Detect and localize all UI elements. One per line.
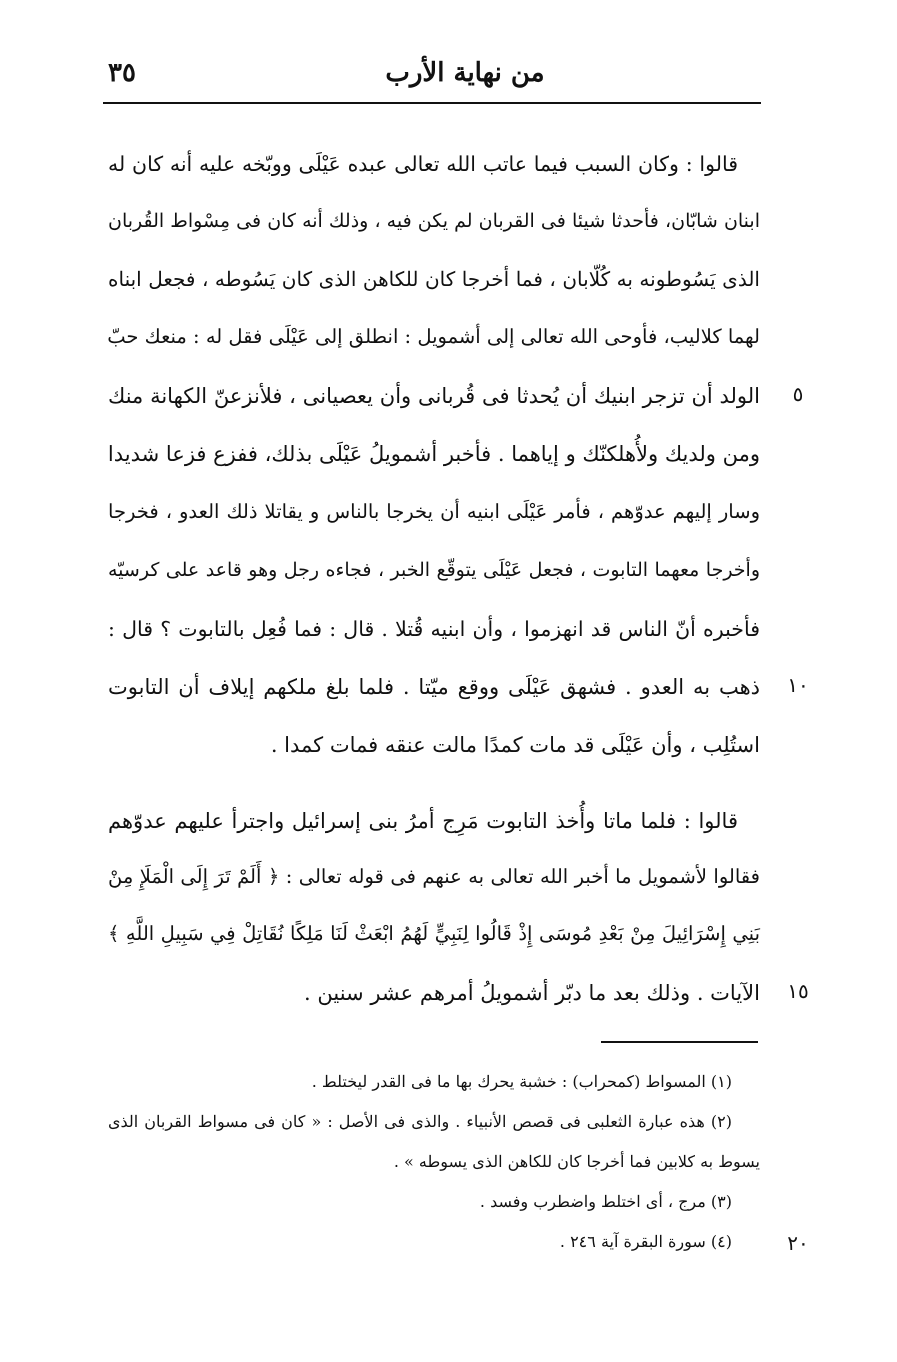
text-line: ومن ولديك ولأُهلكنّك و إياهما . فأخبر أشمويلُ عَيْلَى بذلك، ففزع فزعا شديدا [107,442,760,466]
line-number: ١٠ [787,673,809,697]
text-line: الولد أن تزجر ابنيك أن يُحدثا فى قُربانى وأن يعصيانى ، فلأنزعنّ الكهانة منك [108,384,760,408]
text-line: فأخبره أنّ الناس قد انهزموا ، وأن ابنيه قُتلا . قال : فما فُعِل بالتابوت ؟ قال : [108,617,760,641]
header-rule [103,102,761,104]
text-line: قالوا : فلما ماتا وأُخذ التابوت مَرِج أمرُ بنى إسرائيل واجترأ عليهم عدوّهم [108,809,738,833]
text-line: لهما كلاليب، فأوحى الله تعالى إلى أشمويل : انطلق إلى عَيْلَى فقل له : منعك حبّ [107,325,760,348]
text-line: الذى يَسُوطونه به كُلّابان ، فما أخرجا كان للكاهن الذى كان يَسُوطه ، فجعل ابناه [108,267,760,291]
text-line: وأخرجا معهما التابوت ، فجعل عَيْلَى يتوقّع الخبر ، فجاءه رجل وهو قاعد على كرسيّه [108,559,760,581]
footnote-separator [601,1041,758,1043]
quran-verse-line: بَنِي إِسْرَائِيلَ مِنْ بَعْدِ مُوسَى إِذْ قَالُوا لِنَبِيٍّ لَهُمُ ابْعَثْ لَنَا مَلِكًا نُقَاتِلْ فِي سَبِيلِ اللَّهِ ﴾ [108,922,760,945]
text-line: وسار إليهم عدوّهم ، فأمر عَيْلَى ابنيه أن يخرجا بالناس و يقاتلا ذلك العدو ، فخرجا [108,500,760,523]
text-line: الآيات . وذلك بعد ما دبّر أشمويلُ أمرهم عشر سنين . [304,981,760,1005]
line-number: ٥ [792,382,804,406]
footnote: (١) المسواط (كمحراب) : خشبة يحرك بها ما فى القدر ليختلط . [311,1072,732,1091]
footnote: (٤) سورة البقرة آية ٢٤٦ . [559,1232,732,1251]
text-line: ابنان شابّان، فأحدثا شيئا فى القربان لم يكن فيه ، وذلك أنه كان فى مِسْواط القُربان [108,210,760,232]
footnote-continuation: يسوط به كلابين فما أخرجا كان للكاهن الذى يسوطه » . [393,1152,760,1171]
page-number: ٣٥ [108,58,136,88]
footnote: (٣) مرج ، أى اختلط واضطرب وفسد . [479,1192,732,1211]
line-number: ٢٠ [787,1231,809,1255]
running-header-title: من نهاية الأرب [385,58,545,88]
text-line: ذهب به العدو . فشهق عَيْلَى ووقع ميّتا . فلما بلغ ملكهم إيلاف أن التابوت [108,675,760,699]
text-line: استُلِب ، وأن عَيْلَى قد مات كمدًا مالت عنقه فمات كمدا . [270,733,760,757]
text-line: فقالوا لأشمويل ما أخبر الله تعالى به عنهم فى قوله تعالى : ﴿ أَلَمْ تَرَ إِلَى الْمَلَإِ مِنْ [108,865,760,888]
line-number: ١٥ [787,979,809,1003]
text-line: قالوا : وكان السبب فيما عاتب الله تعالى عبده عَيْلَى ووبّخه عليه أنه كان له [108,152,738,176]
footnote: (٢) هذه عبارة الثعلبى فى قصص الأنبياء . والذى فى الأصل : « كان فى مسواط القربان الذى [108,1112,732,1131]
